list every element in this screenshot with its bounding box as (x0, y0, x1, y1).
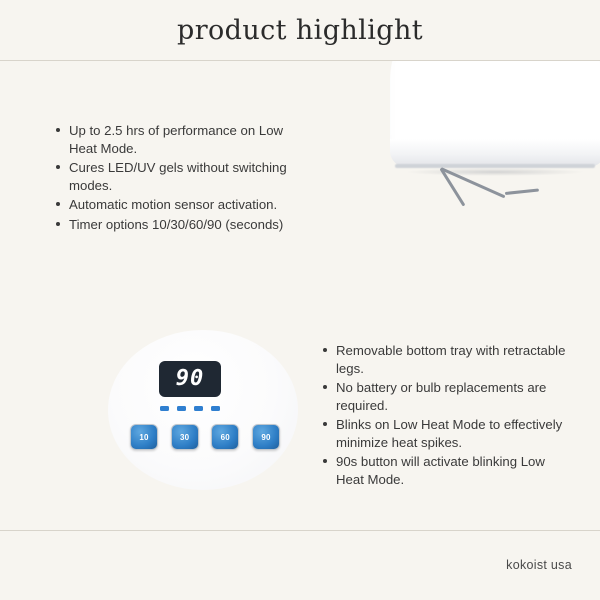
list-item: Removable bottom tray with retractable legs. (322, 342, 572, 377)
retractable-leg (505, 188, 539, 194)
product-photo-control-panel (108, 330, 298, 490)
list-item: 90s button will activate blinking Low Heat Mode. (322, 453, 572, 488)
timer-display-value: 90 (175, 366, 205, 391)
list-item: No battery or bulb replacements are required. (322, 379, 572, 414)
timer-button-90[interactable] (252, 424, 280, 450)
timer-button-label: 10 (139, 432, 149, 442)
indicator-light (177, 406, 186, 411)
page-footer (0, 530, 600, 600)
page-title: product highlight (177, 14, 423, 46)
features-list-left (55, 122, 295, 235)
timer-button-60[interactable] (211, 424, 239, 450)
indicator-lights (160, 406, 220, 411)
list-item: Automatic motion sensor activation. (55, 196, 295, 214)
indicator-light (211, 406, 220, 411)
features-list-right (322, 342, 572, 490)
timer-button-label: 30 (180, 432, 190, 442)
timer-button-30[interactable] (171, 424, 199, 450)
timer-button-10[interactable] (130, 424, 158, 450)
list-item: Timer options 10/30/60/90 (seconds) (55, 216, 295, 234)
timer-button-label: 90 (261, 432, 271, 442)
indicator-light (194, 406, 203, 411)
indicator-light (160, 406, 169, 411)
lamp-shadow (405, 168, 585, 176)
list-item: Blinks on Low Heat Mode to effectively minimize heat spikes. (322, 416, 572, 451)
list-item: Cures LED/UV gels without switching modes. (55, 159, 295, 194)
product-photo-lamp (345, 61, 600, 226)
timer-buttons (130, 424, 280, 450)
timer-display (159, 361, 221, 397)
timer-button-label: 60 (220, 432, 230, 442)
list-item: Up to 2.5 hrs of performance on Low Heat Mode. (55, 122, 295, 157)
page-header (0, 0, 600, 60)
brand-name: kokoist usa (506, 558, 572, 572)
lamp-base-shape (390, 139, 600, 167)
